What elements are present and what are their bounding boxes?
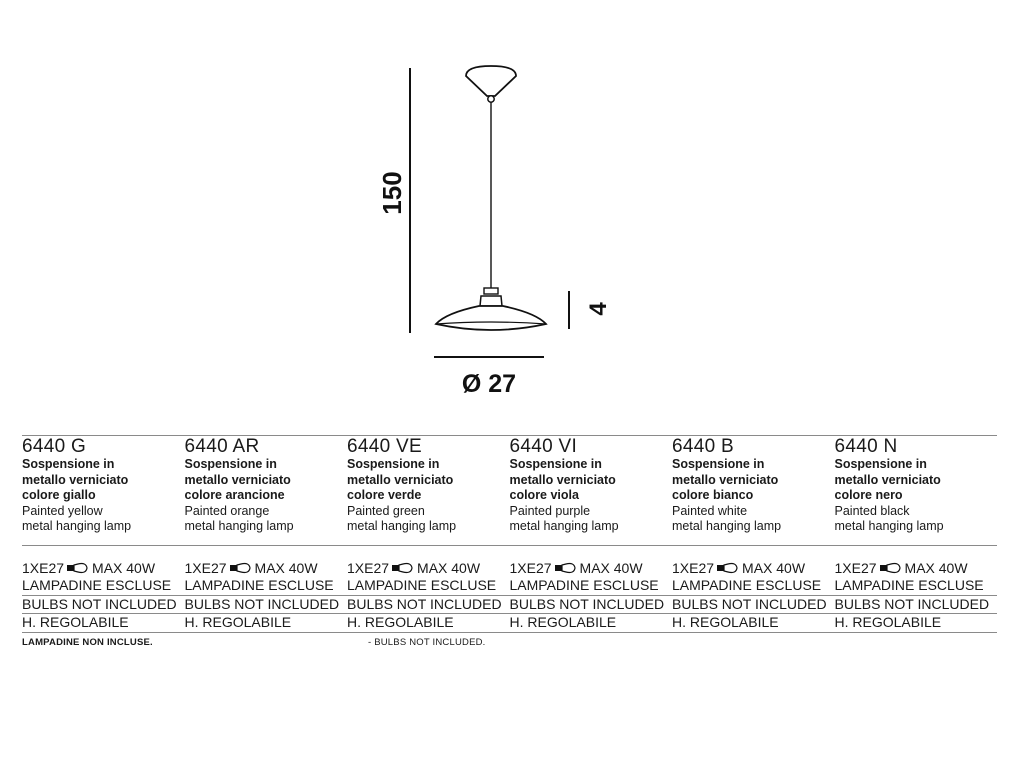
spec-column-6440-n-en xyxy=(835,596,998,614)
english-description-line: metal hanging lamp xyxy=(509,519,619,533)
italian-description-line: colore arancione xyxy=(184,488,285,502)
product-spec-row-en xyxy=(22,596,997,614)
bulbs-not-included-en: BULBS NOT INCLUDED xyxy=(347,595,502,612)
italian-description-line: colore bianco xyxy=(672,488,754,502)
adjustable-height: H. REGOLABILE xyxy=(347,614,454,630)
italian-description-line: metallo verniciato xyxy=(22,472,129,487)
footer-note-en: - BULBS NOT INCLUDED. xyxy=(368,636,486,648)
bulb-icon xyxy=(716,562,740,574)
italian-description-line: Sospensione in xyxy=(672,457,765,471)
spec-column-6440-g xyxy=(22,560,185,595)
canopy-hook xyxy=(488,96,494,102)
max-wattage: MAX 40W xyxy=(742,559,806,576)
bulb-spec-line xyxy=(22,560,185,578)
model-code: 6440 N xyxy=(834,436,898,457)
italian-description-line: Sospensione in xyxy=(509,457,602,471)
model-code: 6440 G xyxy=(22,436,87,457)
italian-description-line: colore viola xyxy=(509,488,579,502)
max-wattage: MAX 40W xyxy=(254,559,318,576)
bulbs-excluded-it: LAMPADINE ESCLUSE xyxy=(184,577,334,593)
socket-type: 1XE27 xyxy=(509,559,552,576)
adjustable-height: H. REGOLABILE xyxy=(184,614,292,630)
bulb-spec-line xyxy=(347,560,510,578)
height-column-6440-ve xyxy=(347,614,510,632)
spec-column-6440-b-en xyxy=(672,596,835,614)
english-description-line: metal hanging lamp xyxy=(834,519,944,533)
spec-column-6440-vi xyxy=(510,560,673,595)
english-description-line: Painted orange xyxy=(184,503,270,518)
italian-description-line: Sospensione in xyxy=(22,457,115,471)
bulbs-not-included-en: BULBS NOT INCLUDED xyxy=(672,595,827,612)
lamp-cap xyxy=(480,296,502,306)
model-code: 6440 B xyxy=(672,436,735,457)
footer-note-it: LAMPADINE NON INCLUSE. xyxy=(22,636,153,648)
footer-notes xyxy=(22,637,997,653)
bulbs-not-included-en: BULBS NOT INCLUDED xyxy=(184,595,340,612)
model-code: 6440 VI xyxy=(509,436,578,457)
product-column-6440-b xyxy=(672,436,835,535)
product-column-6440-ve xyxy=(347,436,510,535)
bulb-spec-line xyxy=(185,560,348,578)
ceiling-canopy xyxy=(466,66,516,96)
bulbs-excluded-it: LAMPADINE ESCLUSE xyxy=(834,577,984,593)
spec-column-6440-ar-en xyxy=(185,596,348,614)
height-column-6440-b xyxy=(672,614,835,632)
product-column-6440-ar xyxy=(185,436,348,535)
bulbs-excluded-it: LAMPADINE ESCLUSE xyxy=(509,577,659,593)
socket-type: 1XE27 xyxy=(184,559,227,576)
english-description-line: metal hanging lamp xyxy=(22,519,132,533)
italian-description-line: metallo verniciato xyxy=(672,472,779,487)
bulb-icon xyxy=(554,562,578,574)
adjustable-height: H. REGOLABILE xyxy=(672,614,779,630)
italian-description-line: colore nero xyxy=(834,488,903,502)
height-column-6440-g xyxy=(22,614,185,632)
spec-column-6440-g-en xyxy=(22,596,185,614)
product-column-6440-n xyxy=(835,436,998,535)
english-description-line: Painted black xyxy=(834,503,910,518)
english-description-line: metal hanging lamp xyxy=(347,519,457,533)
bulb-spec-line xyxy=(510,560,673,578)
english-description-line: metal hanging lamp xyxy=(184,519,294,533)
spec-column-6440-n xyxy=(835,560,998,595)
max-wattage: MAX 40W xyxy=(417,559,481,576)
max-wattage: MAX 40W xyxy=(92,559,156,576)
english-description-line: Painted white xyxy=(672,503,748,518)
bulb-spec-line xyxy=(672,560,835,578)
adjustable-height: H. REGOLABILE xyxy=(22,614,129,630)
bulb-icon xyxy=(229,562,253,574)
height-column-6440-ar xyxy=(185,614,348,632)
italian-description-line: colore verde xyxy=(347,488,422,502)
bulb-icon xyxy=(879,562,903,574)
bulb-icon xyxy=(391,562,415,574)
height-column-6440-vi xyxy=(510,614,673,632)
bulb-icon xyxy=(66,562,90,574)
italian-description-line: Sospensione in xyxy=(184,457,277,471)
english-description-line: Painted green xyxy=(347,503,425,518)
spec-column-6440-ar xyxy=(185,560,348,595)
italian-description-line: colore giallo xyxy=(22,488,96,502)
product-column-6440-vi xyxy=(510,436,673,535)
model-code: 6440 AR xyxy=(184,436,260,457)
spec-column-6440-ve-en xyxy=(347,596,510,614)
spec-column-6440-b xyxy=(672,560,835,595)
adjustable-height: H. REGOLABILE xyxy=(834,614,942,630)
lamp-shade xyxy=(436,306,546,330)
product-height-row xyxy=(22,614,997,632)
height-column-6440-n xyxy=(835,614,998,632)
product-description-row xyxy=(22,436,997,535)
italian-description-line: metallo verniciato xyxy=(509,472,616,487)
bulbs-not-included-en: BULBS NOT INCLUDED xyxy=(22,595,177,612)
bulbs-not-included-en: BULBS NOT INCLUDED xyxy=(509,595,665,612)
bulbs-excluded-it: LAMPADINE ESCLUSE xyxy=(672,577,822,593)
italian-description-line: Sospensione in xyxy=(834,457,927,471)
socket-type: 1XE27 xyxy=(672,559,715,576)
max-wattage: MAX 40W xyxy=(904,559,968,576)
shade-height-label: 4 xyxy=(585,302,612,316)
bulbs-excluded-it: LAMPADINE ESCLUSE xyxy=(347,577,497,593)
bulbs-excluded-it: LAMPADINE ESCLUSE xyxy=(22,577,172,593)
italian-description-line: Sospensione in xyxy=(347,457,440,471)
product-spec-row xyxy=(22,560,997,595)
english-description-line: Painted yellow xyxy=(22,503,103,518)
english-description-line: metal hanging lamp xyxy=(672,519,782,533)
specs-top-rule xyxy=(22,545,997,546)
height-dimension-label: 150 xyxy=(377,171,407,215)
product-table xyxy=(22,435,997,653)
lamp-socket xyxy=(484,288,498,294)
italian-description-line: metallo verniciato xyxy=(834,472,941,487)
bulbs-not-included-en: BULBS NOT INCLUDED xyxy=(834,595,990,612)
diameter-label: Ø 27 xyxy=(461,370,517,398)
italian-description-line: metallo verniciato xyxy=(347,472,454,487)
italian-description-line: metallo verniciato xyxy=(184,472,291,487)
adjustable-height: H. REGOLABILE xyxy=(509,614,617,630)
model-code: 6440 VE xyxy=(347,436,422,457)
spec-column-6440-vi-en xyxy=(510,596,673,614)
product-column-6440-g xyxy=(22,436,185,535)
socket-type: 1XE27 xyxy=(347,559,390,576)
table-bottom-rule xyxy=(22,632,997,633)
socket-type: 1XE27 xyxy=(834,559,877,576)
bulb-spec-line xyxy=(835,560,998,578)
english-description-line: Painted purple xyxy=(509,503,591,518)
spec-column-6440-ve xyxy=(347,560,510,595)
socket-type: 1XE27 xyxy=(22,559,65,576)
max-wattage: MAX 40W xyxy=(579,559,643,576)
